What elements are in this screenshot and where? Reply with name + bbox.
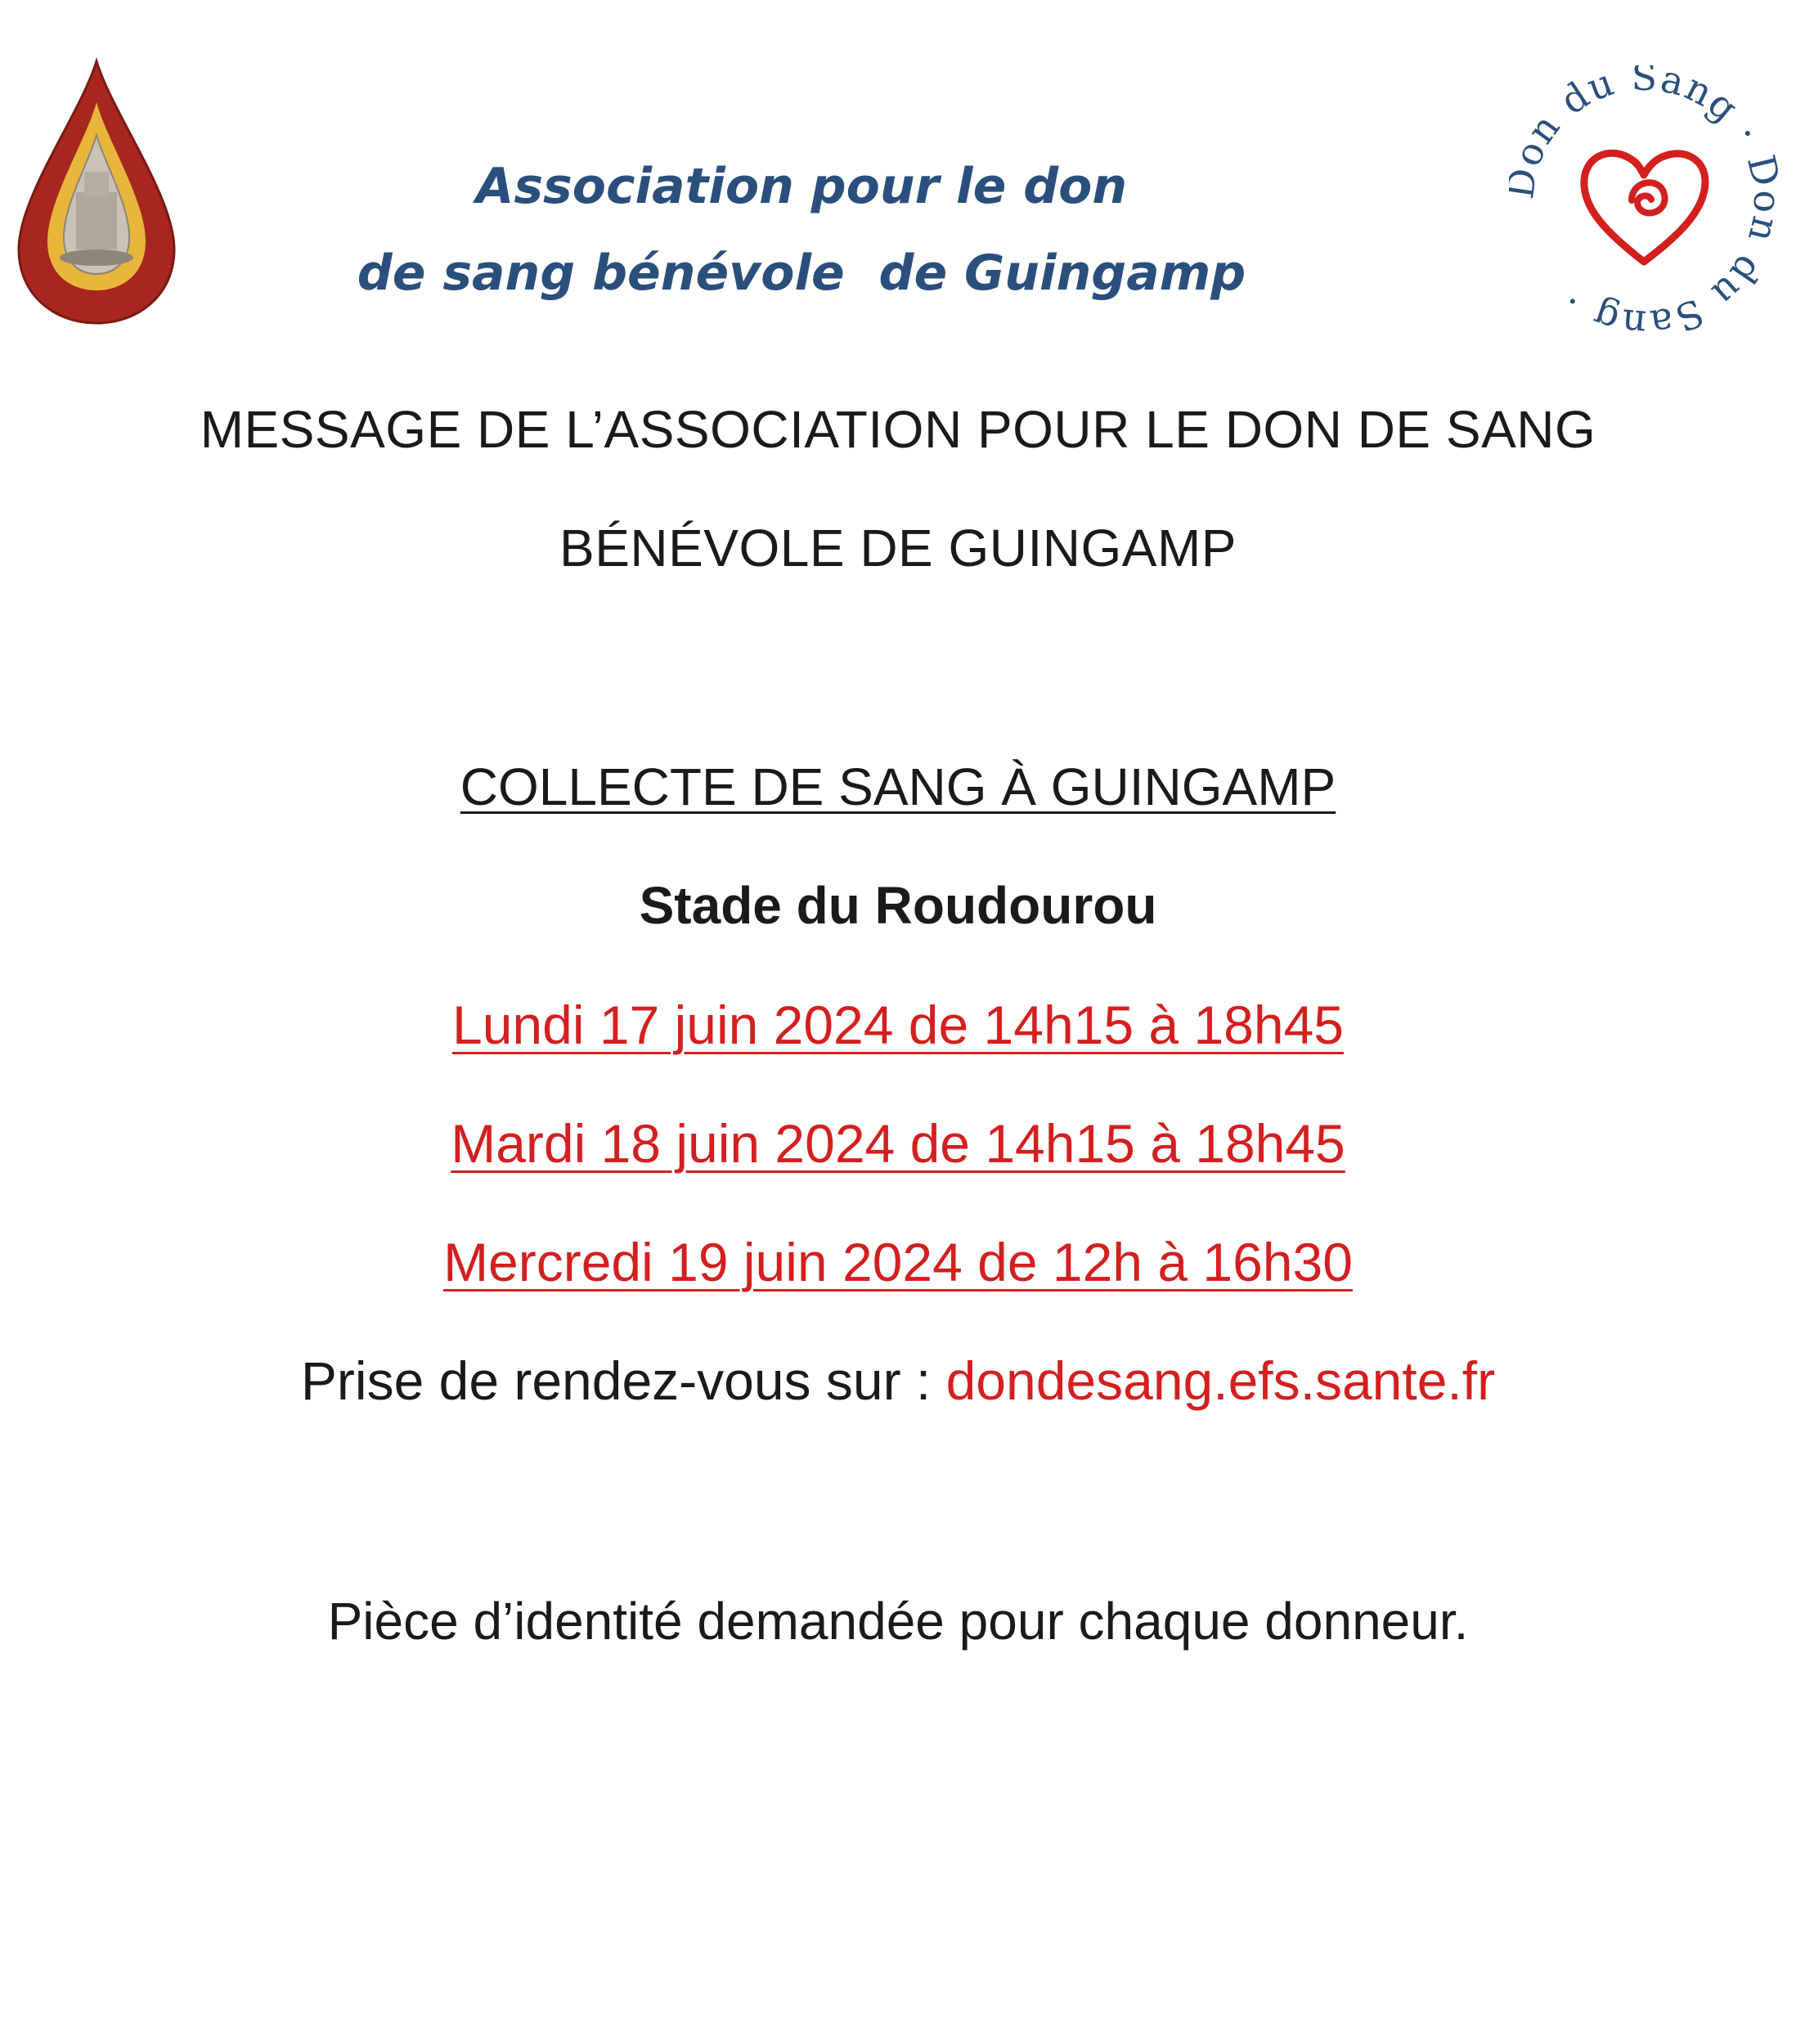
don-du-sang-logo <box>1509 65 1779 335</box>
collecte-title: COLLECTE DE SANG À GUINGAMP <box>460 757 1336 816</box>
association-title <box>245 143 1358 317</box>
rdv-line <box>0 1350 1796 1412</box>
collecte-date-1: Lundi 17 juin 2024 de 14h15 à 18h45 <box>452 995 1344 1055</box>
message-line-2: BÉNÉVOLE DE GUINGAMP <box>559 519 1237 577</box>
collecte-date-2: Mardi 18 juin 2024 de 14h15 à 18h45 <box>451 1113 1345 1174</box>
rdv-link[interactable]: dondesang.efs.sante.fr <box>945 1350 1496 1411</box>
association-title-line1: Association pour le don <box>475 158 1128 215</box>
rdv-label: Prise de rendez-vous sur : <box>300 1350 946 1411</box>
collecte-location: Stade du Roudourou <box>639 876 1157 935</box>
association-logo-drop <box>15 57 178 327</box>
logo-ring-text: on du Sang · du Sang · <box>1509 65 1771 335</box>
collecte-date-3: Mercredi 19 juin 2024 de 12h à 16h30 <box>443 1232 1353 1292</box>
association-title-line2: de sang bénévole de Guingamp <box>357 245 1246 302</box>
message-line-1: MESSAGE DE L’ASSOCIATION POUR LE DON DE SANG <box>200 400 1596 459</box>
blood-drop-icon <box>15 57 178 327</box>
identity-note: Pièce d’identité demandée pour chaque donneur. <box>327 1592 1469 1651</box>
svg-text:Don du Sang · Don du Sang · <box>1509 65 1779 335</box>
heart-logo-icon <box>1509 65 1779 335</box>
